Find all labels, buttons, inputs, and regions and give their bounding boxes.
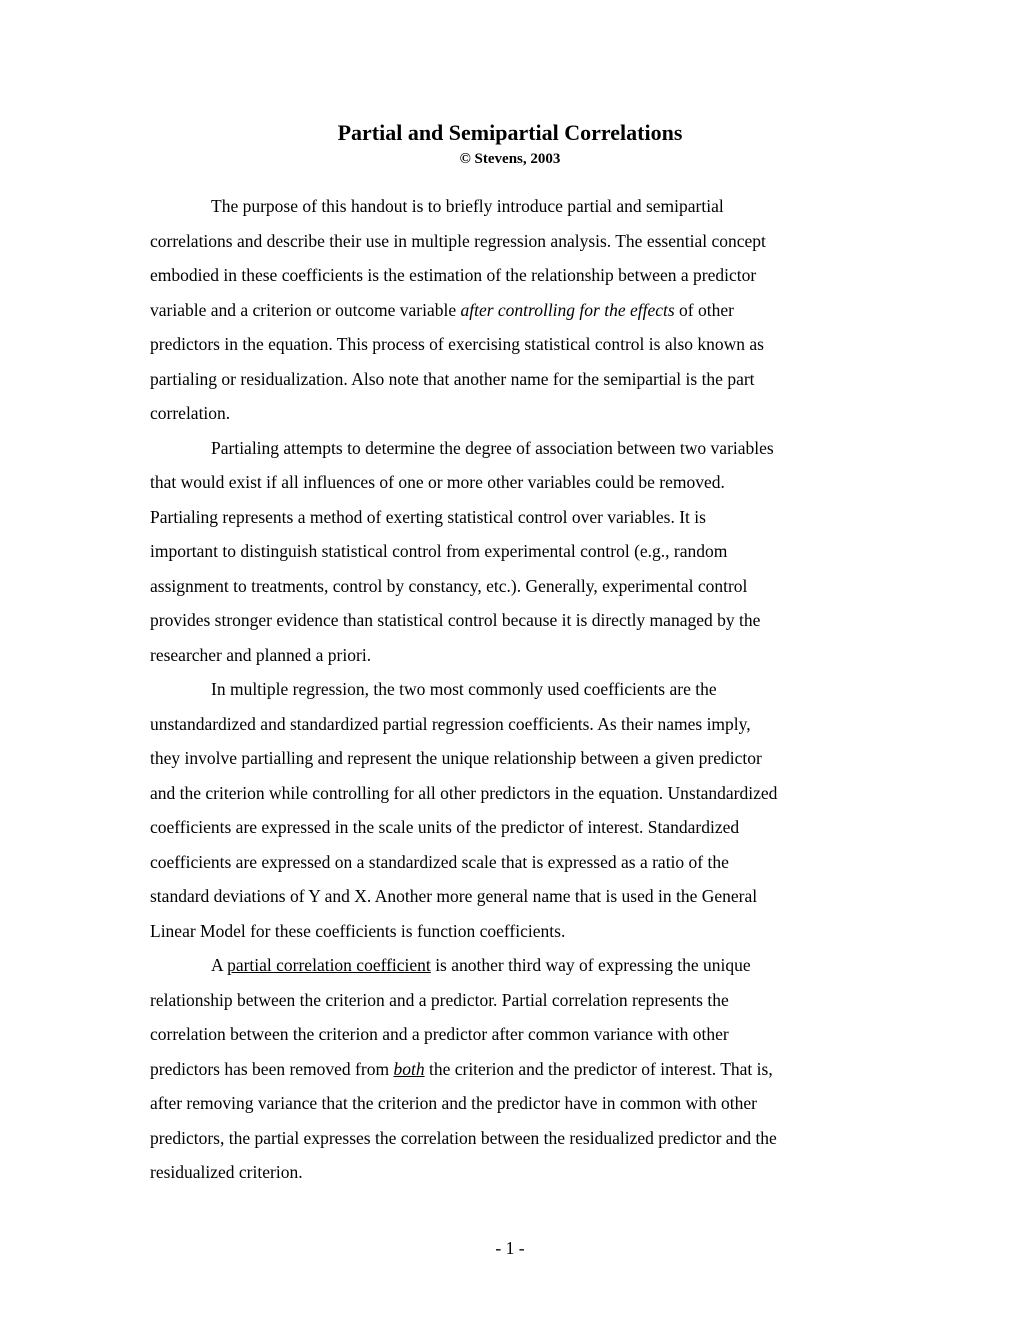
- text-span: The purpose of this handout is to briefly introduce partial and semipartial: [211, 196, 724, 216]
- text-line: [150, 672, 880, 707]
- text-line: [150, 879, 880, 914]
- text-line: [150, 189, 880, 224]
- text-span: unstandardized and standardized partial regression coefficients. As their names imply,: [150, 713, 751, 734]
- text-line: [150, 224, 880, 259]
- text-line: [150, 1086, 880, 1121]
- text-span: Partialing attempts to determine the degree of association between two variables: [211, 437, 774, 458]
- document-body: [150, 189, 880, 1190]
- text-span: correlation.: [150, 403, 231, 423]
- text-line: [150, 327, 880, 362]
- text-line: [150, 810, 880, 845]
- text-span: and the criterion while controlling for all other predictors in the equation. Unstandardized: [150, 782, 778, 803]
- text-line: [150, 465, 880, 500]
- text-line: [150, 258, 880, 293]
- text-span: correlation between the criterion and a predictor after common variance with other: [150, 1024, 729, 1044]
- text-line: [150, 1155, 880, 1190]
- text-line: [150, 707, 880, 742]
- text-span: In multiple regression, the two most commonly used coefficients are the: [211, 679, 717, 699]
- text-line: [150, 741, 880, 776]
- text-span: residualized criterion.: [150, 1162, 303, 1182]
- emphasized-text: both: [393, 1058, 425, 1079]
- text-line: [150, 948, 880, 983]
- page-number: - 1 -: [495, 1238, 525, 1258]
- text-line: [150, 293, 880, 328]
- text-span: is another third way of expressing the unique: [430, 955, 751, 975]
- text-line: [150, 431, 880, 466]
- emphasized-text: partial correlation coefficient: [227, 955, 431, 975]
- text-span: they involve partialling and represent the unique relationship between a given predictor: [150, 748, 762, 768]
- text-span: relationship between the criterion and a predictor. Partial correlation represents the: [150, 989, 729, 1010]
- text-span: A: [211, 955, 228, 975]
- text-line: [150, 638, 880, 673]
- text-line: [150, 776, 880, 811]
- text-span: coefficients are expressed on a standardized scale that is expressed as a ratio of the: [150, 851, 729, 872]
- text-span: researcher and planned a priori.: [150, 644, 372, 665]
- text-line: [150, 983, 880, 1018]
- text-span: predictors in the equation. This process of exercising statistical control is also known as: [150, 334, 764, 354]
- text-span: coefficients are expressed in the scale units of the predictor of interest. Standardized: [150, 817, 740, 837]
- text-span: provides stronger evidence than statistical control because it is directly managed by the: [150, 610, 761, 630]
- text-span: embodied in these coefficients is the estimation of the relationship between a predictor: [150, 265, 757, 285]
- text-line: [150, 1017, 880, 1052]
- text-line: [150, 534, 880, 569]
- copyright-line: © Stevens, 2003: [459, 151, 561, 167]
- text-span: after removing variance that the criterion and the predictor have in common with other: [150, 1093, 757, 1113]
- text-span: standard deviations of Y and X. Another more general name that is used in the General: [150, 886, 758, 906]
- text-line: [150, 1052, 880, 1087]
- text-span: assignment to treatments, control by constancy, etc.). Generally, experimental control: [150, 575, 748, 596]
- text-line: [150, 914, 880, 949]
- text-span: partialing or residualization. Also note that another name for the semipartial is the part: [150, 368, 755, 389]
- text-span: that would exist if all influences of one or more other variables could be removed.: [150, 472, 725, 492]
- text-line: [150, 603, 880, 638]
- text-span: Linear Model for these coefficients is function coefficients.: [150, 920, 566, 941]
- text-span: predictors, the partial expresses the correlation between the residualized predictor and the: [150, 1127, 777, 1148]
- text-span: the criterion and the predictor of interest. That is,: [424, 1058, 773, 1079]
- emphasized-text: after controlling for the effects: [460, 299, 675, 320]
- text-span: variable and a criterion or outcome variable: [150, 299, 461, 320]
- text-line: [150, 1121, 880, 1156]
- text-span: of other: [674, 299, 734, 320]
- text-line: [150, 569, 880, 604]
- text-line: [150, 500, 880, 535]
- text-span: important to distinguish statistical control from experimental control (e.g., random: [150, 541, 728, 561]
- document-title: Partial and Semipartial Correlations: [337, 120, 683, 145]
- text-line: [150, 396, 880, 431]
- text-span: predictors has been removed from: [150, 1058, 394, 1079]
- text-span: Partialing represents a method of exerting statistical control over variables. It is: [150, 506, 706, 527]
- text-line: [150, 845, 880, 880]
- text-line: [150, 362, 880, 397]
- text-span: correlations and describe their use in multiple regression analysis. The essential concept: [150, 230, 766, 251]
